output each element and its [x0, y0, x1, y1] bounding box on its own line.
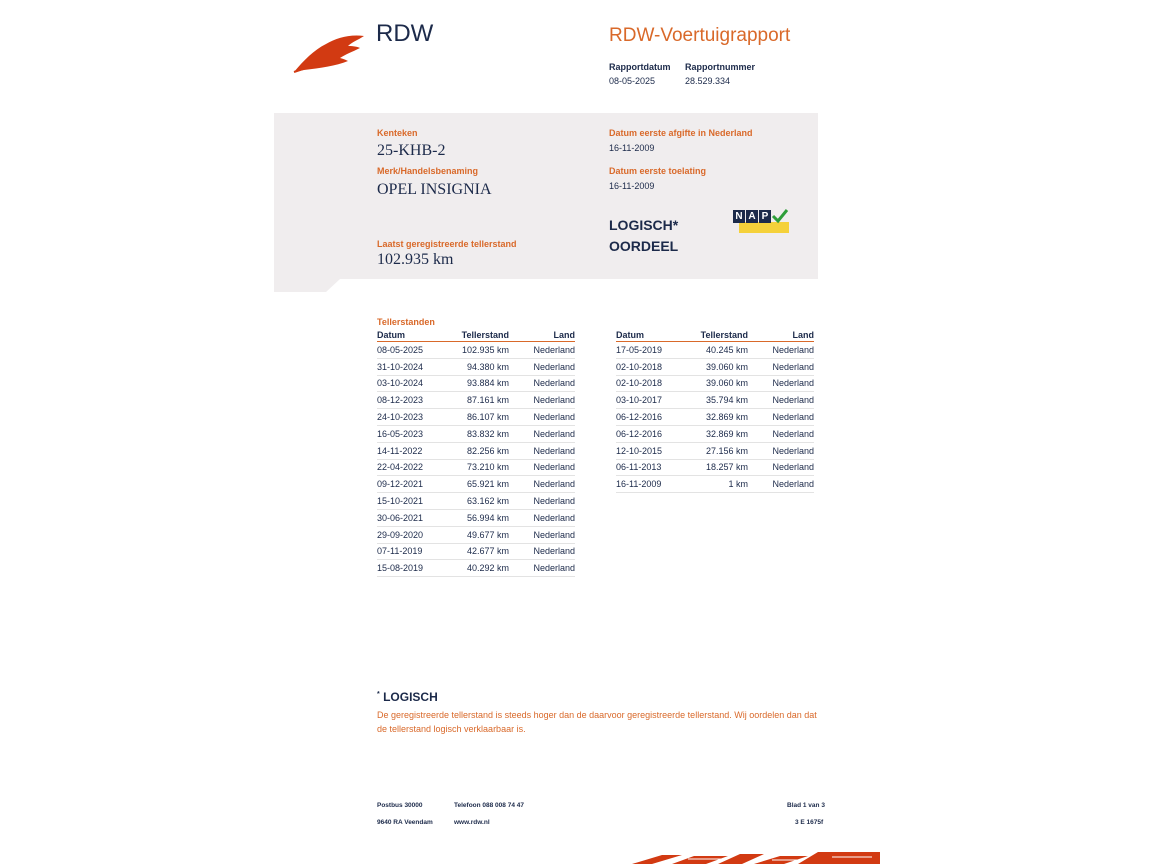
reading-odometer: 93.884 km: [466, 378, 509, 389]
reading-date: 09-12-2021: [377, 479, 424, 490]
reading-date: 15-10-2021: [377, 496, 424, 507]
reading-date: 06-12-2016: [616, 428, 663, 439]
reading-odometer: 40.245 km: [705, 344, 748, 355]
first-admission-value: 16-11-2009: [609, 181, 655, 191]
readings-title: Tellerstanden: [377, 317, 435, 327]
org-name: RDW: [376, 20, 434, 47]
reading-odometer: 83.832 km: [466, 428, 509, 439]
table-row: [377, 493, 575, 510]
reading-country: Nederland: [772, 445, 814, 456]
readings-table-right: [616, 330, 814, 493]
reading-country: Nederland: [533, 512, 575, 523]
reading-date: 29-09-2020: [377, 529, 424, 540]
reading-country: Nederland: [533, 496, 575, 507]
table-row: [616, 443, 814, 460]
reading-odometer: 65.921 km: [466, 479, 509, 490]
odometer-value: 102.935 km: [377, 251, 454, 268]
reading-odometer: 102.935 km: [461, 344, 509, 355]
table-row: [616, 460, 814, 477]
table-row: [377, 510, 575, 527]
report-number-label: Rapportnummer: [685, 62, 756, 72]
table-row: [377, 527, 575, 544]
header-date: Datum: [377, 330, 406, 340]
note-title-text: LOGISCH: [383, 690, 438, 704]
reading-country: Nederland: [533, 395, 575, 406]
table-row: [616, 342, 814, 359]
reading-country: Nederland: [772, 412, 814, 423]
reading-country: Nederland: [533, 344, 575, 355]
checkmark-icon: [771, 208, 789, 224]
reading-odometer: 39.060 km: [705, 378, 748, 389]
reading-odometer: 42.677 km: [466, 546, 509, 557]
reading-date: 22-04-2022: [377, 462, 424, 473]
reading-odometer: 87.161 km: [466, 395, 509, 406]
reading-country: Nederland: [772, 395, 814, 406]
nap-badge: [733, 210, 789, 234]
reading-date: 06-11-2013: [616, 462, 662, 473]
footer-page: Blad 1 van 3: [787, 802, 825, 809]
first-admission-label: Datum eerste toelating: [609, 166, 707, 176]
nap-letter-n: N: [733, 210, 745, 223]
readings-table-left: [377, 330, 575, 577]
reading-country: Nederland: [533, 563, 575, 574]
verdict-line-2: OORDEEL: [609, 238, 679, 254]
reading-country: Nederland: [772, 428, 814, 439]
reading-country: Nederland: [533, 546, 575, 557]
reading-date: 12-10-2015: [616, 445, 663, 456]
reading-date: 16-05-2023: [377, 428, 424, 439]
reading-date: 31-10-2024: [377, 361, 424, 372]
report-date: 08-05-2025: [609, 76, 656, 86]
report-number: 28.529.334: [685, 76, 731, 86]
make-label: Merk/Handelsbenaming: [377, 166, 479, 176]
table-row: [377, 560, 575, 577]
reading-country: Nederland: [772, 344, 814, 355]
reading-date: 14-11-2022: [377, 445, 423, 456]
reading-odometer: 73.210 km: [466, 462, 509, 473]
make-value: OPEL INSIGNIA: [377, 181, 492, 198]
reading-country: Nederland: [772, 361, 814, 372]
reading-country: Nederland: [533, 361, 575, 372]
table-row: [616, 376, 814, 393]
table-row: [377, 460, 575, 477]
reading-odometer: 32.869 km: [705, 412, 748, 423]
header-country: Land: [553, 330, 575, 340]
table-row: [616, 359, 814, 376]
reading-date: 16-11-2009: [616, 479, 662, 490]
table-header: [377, 330, 575, 342]
reading-date: 17-05-2019: [616, 344, 663, 355]
footer-code: 3 E 1675f: [795, 819, 824, 826]
verdict-line-1: LOGISCH*: [609, 217, 679, 233]
rdw-logo-icon: [292, 32, 366, 74]
table-row: [377, 409, 575, 426]
reading-date: 08-05-2025: [377, 344, 424, 355]
reading-odometer: 40.292 km: [466, 563, 509, 574]
reading-odometer: 49.677 km: [466, 529, 509, 540]
reading-date: 07-11-2019: [377, 546, 423, 557]
reading-odometer: 35.794 km: [705, 395, 748, 406]
odometer-label: Laatst geregistreerde tellerstand: [377, 239, 517, 249]
summary-panel-tail: [274, 279, 818, 292]
reading-odometer: 56.994 km: [466, 512, 509, 523]
reading-date: 02-10-2018: [616, 378, 663, 389]
header-odometer: Tellerstand: [461, 330, 509, 340]
reading-date: 24-10-2023: [377, 412, 424, 423]
first-registration-nl-label: Datum eerste afgifte in Nederland: [609, 128, 753, 138]
table-row: [377, 544, 575, 561]
reading-odometer: 32.869 km: [705, 428, 748, 439]
reading-country: Nederland: [533, 445, 575, 456]
note-marker: *: [377, 691, 380, 698]
nap-letter-a: A: [746, 210, 758, 223]
table-row: [377, 443, 575, 460]
reading-odometer: 1 km: [728, 479, 748, 490]
table-row: [377, 426, 575, 443]
reading-odometer: 18.257 km: [705, 462, 748, 473]
reading-odometer: 39.060 km: [705, 361, 748, 372]
verdict: [609, 215, 678, 257]
footer-stripes-graphic: [622, 852, 880, 864]
reading-date: 15-08-2019: [377, 563, 424, 574]
nap-letter-p: P: [759, 210, 771, 223]
reading-date: 02-10-2018: [616, 361, 663, 372]
footer-web[interactable]: www.rdw.nl: [454, 819, 490, 826]
reading-country: Nederland: [533, 412, 575, 423]
reading-odometer: 94.380 km: [466, 361, 509, 372]
header-date: Datum: [616, 330, 645, 340]
table-row: [616, 476, 814, 493]
reading-odometer: 27.156 km: [705, 445, 748, 456]
first-registration-nl-value: 16-11-2009: [609, 143, 655, 153]
note-text: De geregistreerde tellerstand is steeds hoger dan de daarvoor geregistreerde tellerstand. Wij oordelen dan dat de tellerstand logisch verklaarbaar is.: [377, 710, 817, 734]
table-row: [377, 392, 575, 409]
reading-date: 03-10-2024: [377, 378, 424, 389]
reading-date: 03-10-2017: [616, 395, 663, 406]
plate-value: 25-KHB-2: [377, 142, 446, 159]
reading-country: Nederland: [533, 378, 575, 389]
reading-date: 08-12-2023: [377, 395, 424, 406]
table-row: [377, 359, 575, 376]
plate-label: Kenteken: [377, 128, 418, 138]
reading-date: 06-12-2016: [616, 412, 663, 423]
footer-city: 9640 RA Veendam: [377, 819, 433, 826]
reading-country: Nederland: [533, 462, 575, 473]
table-row: [377, 376, 575, 393]
reading-country: Nederland: [533, 479, 575, 490]
report-date-label: Rapportdatum: [609, 62, 671, 72]
note-title: [377, 690, 438, 704]
reading-odometer: 82.256 km: [466, 445, 509, 456]
reading-country: Nederland: [772, 462, 814, 473]
table-header: [616, 330, 814, 342]
header-odometer: Tellerstand: [700, 330, 748, 340]
table-row: [377, 342, 575, 359]
footer-phone: Telefoon 088 008 74 47: [454, 802, 524, 809]
table-row: [616, 409, 814, 426]
reading-country: Nederland: [772, 378, 814, 389]
header-country: Land: [792, 330, 814, 340]
reading-date: 30-06-2021: [377, 512, 424, 523]
reading-country: Nederland: [533, 428, 575, 439]
report-title: RDW-Voertuigrapport: [609, 25, 791, 46]
table-row: [616, 426, 814, 443]
reading-country: Nederland: [533, 529, 575, 540]
table-row: [377, 476, 575, 493]
reading-odometer: 63.162 km: [466, 496, 509, 507]
reading-country: Nederland: [772, 479, 814, 490]
table-row: [616, 392, 814, 409]
footer-postbus: Postbus 30000: [377, 802, 423, 809]
reading-odometer: 86.107 km: [466, 412, 509, 423]
